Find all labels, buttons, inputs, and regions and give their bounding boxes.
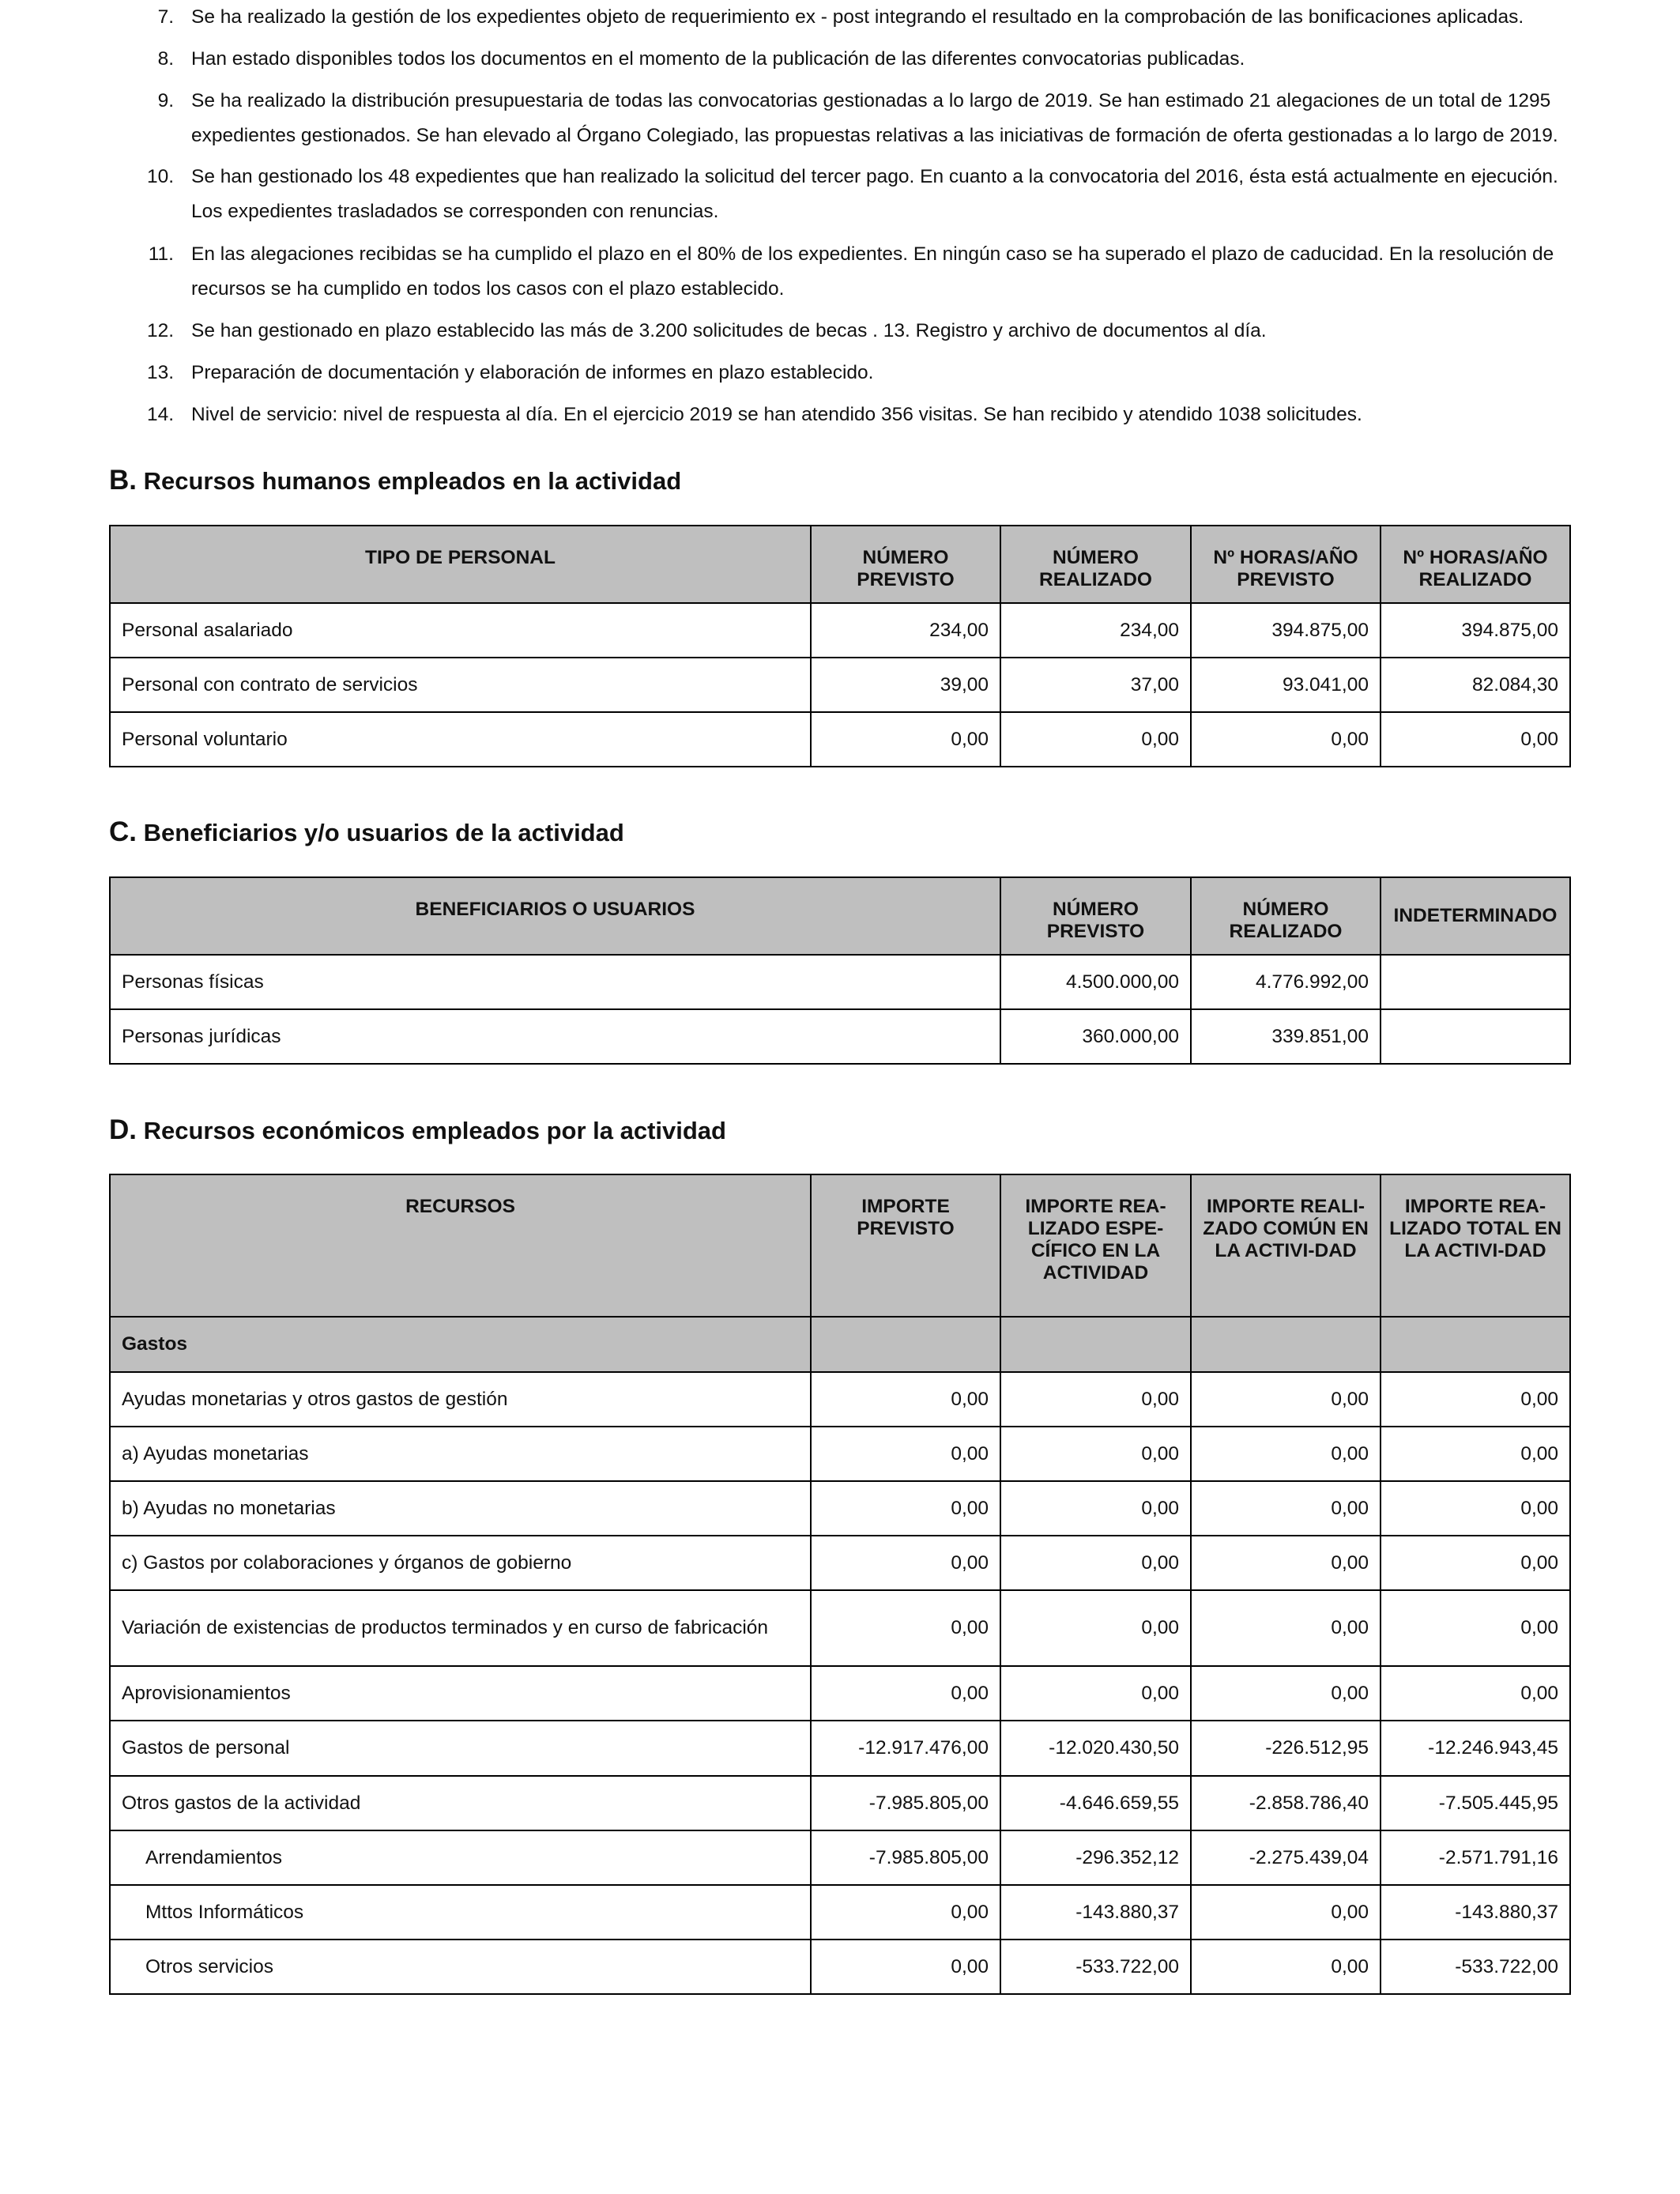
table-cell: 0,00 — [1000, 1481, 1191, 1536]
row-label: Otros servicios — [110, 1940, 811, 1994]
table-cell: 0,00 — [811, 712, 1000, 767]
table-cell: -226.512,95 — [1191, 1721, 1381, 1776]
table-row — [110, 1776, 1570, 1830]
section-d-heading: D. Recursos económicos empleados por la actividad — [109, 1114, 726, 1145]
table-cell — [1381, 955, 1570, 1009]
row-label: Otros gastos de la actividad — [110, 1776, 811, 1830]
table-cell: 0,00 — [811, 1666, 1000, 1721]
table-cell: 394.875,00 — [1381, 603, 1570, 658]
table-cell — [1381, 1009, 1570, 1064]
column-header: TIPO DE PERSONAL — [110, 526, 811, 603]
table-row — [110, 1830, 1570, 1885]
column-header: IMPORTE REA-LIZADO TOTAL EN LA ACTIVI-DAD — [1381, 1174, 1570, 1317]
table-cell: 0,00 — [1000, 1427, 1191, 1481]
table-row — [110, 1481, 1570, 1536]
table-cell: 39,00 — [811, 658, 1000, 712]
table-cell: 82.084,30 — [1381, 658, 1570, 712]
table-row — [110, 603, 1570, 658]
table-cell: -4.646.659,55 — [1000, 1776, 1191, 1830]
column-header: INDETERMINADO — [1381, 877, 1570, 955]
row-label: b) Ayudas no monetarias — [110, 1481, 811, 1536]
row-label: Arrendamientos — [110, 1830, 811, 1885]
table-cell — [1000, 1317, 1191, 1372]
table-row — [110, 955, 1570, 1009]
column-header: NÚMERO REALIZADO — [1000, 526, 1191, 603]
table-cell: 0,00 — [811, 1885, 1000, 1940]
section-c-heading: C. Beneficiarios y/o usuarios de la actividad — [109, 816, 624, 847]
row-label: Personal con contrato de servicios — [110, 658, 811, 712]
table-cell: 0,00 — [1191, 1940, 1381, 1994]
table-cell: -12.246.943,45 — [1381, 1721, 1570, 1776]
table-cell: 234,00 — [1000, 603, 1191, 658]
table-cell: 0,00 — [1381, 1536, 1570, 1590]
beneficiaries-table — [109, 876, 1571, 1065]
table-cell: 0,00 — [1191, 1481, 1381, 1536]
table-cell — [1191, 1317, 1381, 1372]
column-header: IMPORTE REALI-ZADO COMÚN EN LA ACTIVI-DAD — [1191, 1174, 1381, 1317]
table-row — [110, 1536, 1570, 1590]
column-header: IMPORTE REA-LIZADO ESPE-CÍFICO EN LA ACTIVIDAD — [1000, 1174, 1191, 1317]
table-cell: 0,00 — [1000, 1666, 1191, 1721]
table-cell: -7.505.445,95 — [1381, 1776, 1570, 1830]
table-cell: 0,00 — [1381, 1590, 1570, 1666]
table-row — [110, 1590, 1570, 1666]
row-label: Gastos de personal — [110, 1721, 811, 1776]
table-cell: 0,00 — [1000, 1590, 1191, 1666]
table-row — [110, 1666, 1570, 1721]
table-cell: -7.985.805,00 — [811, 1830, 1000, 1885]
table-cell — [1381, 1317, 1570, 1372]
table-cell: 0,00 — [1191, 1372, 1381, 1427]
table-row — [110, 1009, 1570, 1064]
table-header-row — [110, 1174, 1570, 1317]
table-cell: -7.985.805,00 — [811, 1776, 1000, 1830]
human-resources-table — [109, 525, 1571, 767]
table-cell: 0,00 — [1000, 712, 1191, 767]
column-header: BENEFICIARIOS O USUARIOS — [110, 877, 1000, 955]
table-row — [110, 1372, 1570, 1427]
table-header-row — [110, 526, 1570, 603]
table-cell: 360.000,00 — [1000, 1009, 1191, 1064]
column-header: RECURSOS — [110, 1174, 811, 1317]
table-cell: 0,00 — [1191, 1536, 1381, 1590]
table-row — [110, 712, 1570, 767]
table-cell: 0,00 — [1381, 1372, 1570, 1427]
table-cell: 0,00 — [1381, 1666, 1570, 1721]
table-cell: -143.880,37 — [1000, 1885, 1191, 1940]
table-cell: 0,00 — [1191, 1590, 1381, 1666]
group-label: Gastos — [110, 1317, 811, 1372]
table-cell: 0,00 — [1191, 1427, 1381, 1481]
table-cell: -2.571.791,16 — [1381, 1830, 1570, 1885]
column-header: Nº HORAS/AÑO REALIZADO — [1381, 526, 1570, 603]
column-header: NÚMERO REALIZADO — [1191, 877, 1381, 955]
row-label: Personas jurídicas — [110, 1009, 1000, 1064]
table-cell: 0,00 — [811, 1590, 1000, 1666]
table-cell: -2.858.786,40 — [1191, 1776, 1381, 1830]
table-row — [110, 1721, 1570, 1776]
table-row — [110, 1427, 1570, 1481]
row-label: a) Ayudas monetarias — [110, 1427, 811, 1481]
table-row — [110, 658, 1570, 712]
table-cell: 0,00 — [811, 1481, 1000, 1536]
table-cell: 339.851,00 — [1191, 1009, 1381, 1064]
section-b-heading: B. Recursos humanos empleados en la actividad — [109, 465, 682, 496]
table-cell: 394.875,00 — [1191, 603, 1381, 658]
table-cell: 0,00 — [1381, 1481, 1570, 1536]
table-cell: -296.352,12 — [1000, 1830, 1191, 1885]
row-label: Mttos Informáticos — [110, 1885, 811, 1940]
table-cell: 0,00 — [1000, 1372, 1191, 1427]
column-header: Nº HORAS/AÑO PREVISTO — [1191, 526, 1381, 603]
row-label: Personal voluntario — [110, 712, 811, 767]
table-row — [110, 1885, 1570, 1940]
economic-resources-table — [109, 1174, 1571, 1995]
document-page: 7. Se ha realizado la gestión de los expedientes objeto de requerimiento ex - post integrando el resultado en la comprobación de las bonificaciones aplicadas. 8. Han estado disponibles todos los documentos en el momento de la publicación de las diferentes convocatorias publicadas. 9. Se ha realizado la distribución presupuestaria de todas las convocatorias gestionadas a lo largo de 2019. Se han estimado 21 alegaciones de un total de 1295 expedientes gestionados. Se han elevado al Órgano Colegiado, las propuestas relativas a las iniciativas de formación de oferta gestionadas a lo largo de 2019. 10. Se han gestionado los 48 expedientes que han realizado la solicitud del tercer pago. En cuanto a la convocatoria del 2016, ésta está actualmente en ejecución. Los expedientes trasladados se corresponden con renuncias. 11. En las alegaciones recibidas se ha cumplido el plazo en el 80% de los expedientes. En ningún caso se ha superado el plazo de caducidad. En la resolución de recursos se ha cumplido en todos los casos con el plazo establecido. 12. Se han gestionado en plazo establecido las más de 3.200 solicitudes de becas . 13. Registro y archivo de documentos al día. 13. Preparación de documentación y elaboración de informes en plazo establecido. 14. Nivel de servicio: nivel de respuesta al día. En el ejercicio 2019 se han atendido 356 visitas. Se han recibido y atendido 1038 solicitudes. B. Recursos humanos empleados en la actividad TIPO DE PERSONAL NÚMERO PREVISTO NÚMERO REALIZADO Nº HORAS/AÑO PREVISTO Nº HORAS/AÑO REALIZADO Personal asalariado 234,00 234,00 394.875,00 394.875,00 Personal con contrato de servicios 39,00 37,00 93.041,00 82.084,30 Personal voluntario 0,00 0,00 0,00 0,00 C. Beneficiarios y/o usuarios de la actividad BENEFICIARIOS O USUARIOS NÚMERO PREVISTO NÚMERO REALIZADO INDETERMINADO Personas físicas 4.500.000,00 4.776.992,00 Personas jurídicas 360.000,00 339.851,00 D. Recursos económicos empleados por la actividad RECURSOS IMPORTE PREVISTO IMPORTE REA-LIZADO ESPE-CÍFICO EN LA ACTIVIDAD IMPORTE REALI-ZADO COMÚN EN LA ACTIVI-DAD IMPORTE REA-LIZADO TOTAL EN LA ACTIVI-DAD Gastos Ayudas monetarias y otros gastos de gestión 0,00 0,00 0,00 0,00 a) Ayudas monetarias 0,00 0,00 0,00 0,00 b) Ayudas no monetarias 0,00 0,00 0,00 0,00 c) Gastos por colaboraciones y órganos de gobierno 0,00 0,00 0,00 0,00 Variación de existencias de productos terminados y en curso de fabricación 0,00 0,00 0,00 0,00 Aprovisionamientos 0,00 0,00 0,00 0,00 Gastos de personal -12.917.476,00 -12.020.430,50 -226.512,95 -12.246.943,45 Otros gastos de la actividad -7.985.805,00 -4.646.659,55 -2.858.786,40 -7.505.445,95 Arrendamientos -7.985.805,00 -296.352,12 -2.275.439,04 -2.571.791,16 Mttos Informáticos 0,00 -143.880,37 0,00 -143.880,37 Otros servicios 0,00 -533.722,00 0,00 -533.722,00 — [0, 0, 1680, 2194]
table-cell: -143.880,37 — [1381, 1885, 1570, 1940]
column-header: NÚMERO PREVISTO — [1000, 877, 1191, 955]
table-cell: 0,00 — [1191, 712, 1381, 767]
table-cell: 234,00 — [811, 603, 1000, 658]
table-cell — [811, 1317, 1000, 1372]
table-cell: 0,00 — [1191, 1885, 1381, 1940]
table-row — [110, 1940, 1570, 1994]
row-label: c) Gastos por colaboraciones y órganos de gobierno — [110, 1536, 811, 1590]
row-label: Personas físicas — [110, 955, 1000, 1009]
table-cell: 0,00 — [1381, 1427, 1570, 1481]
column-header: IMPORTE PREVISTO — [811, 1174, 1000, 1317]
table-cell: -12.917.476,00 — [811, 1721, 1000, 1776]
table-cell: 4.500.000,00 — [1000, 955, 1191, 1009]
table-cell: 4.776.992,00 — [1191, 955, 1381, 1009]
table-cell: -12.020.430,50 — [1000, 1721, 1191, 1776]
table-cell: 0,00 — [1381, 712, 1570, 767]
row-label: Variación de existencias de productos terminados y en curso de fabricación — [110, 1590, 811, 1666]
row-label: Aprovisionamientos — [110, 1666, 811, 1721]
row-label: Ayudas monetarias y otros gastos de gestión — [110, 1372, 811, 1427]
table-cell: 93.041,00 — [1191, 658, 1381, 712]
table-cell: -533.722,00 — [1000, 1940, 1191, 1994]
table-cell: 0,00 — [1000, 1536, 1191, 1590]
table-cell: 0,00 — [811, 1372, 1000, 1427]
table-cell: -2.275.439,04 — [1191, 1830, 1381, 1885]
group-row — [110, 1317, 1570, 1372]
table-cell: 0,00 — [1191, 1666, 1381, 1721]
table-header-row — [110, 877, 1570, 955]
table-cell: 37,00 — [1000, 658, 1191, 712]
table-cell: 0,00 — [811, 1940, 1000, 1994]
column-header: NÚMERO PREVISTO — [811, 526, 1000, 603]
table-cell: 0,00 — [811, 1536, 1000, 1590]
table-cell: -533.722,00 — [1381, 1940, 1570, 1994]
table-cell: 0,00 — [811, 1427, 1000, 1481]
row-label: Personal asalariado — [110, 603, 811, 658]
